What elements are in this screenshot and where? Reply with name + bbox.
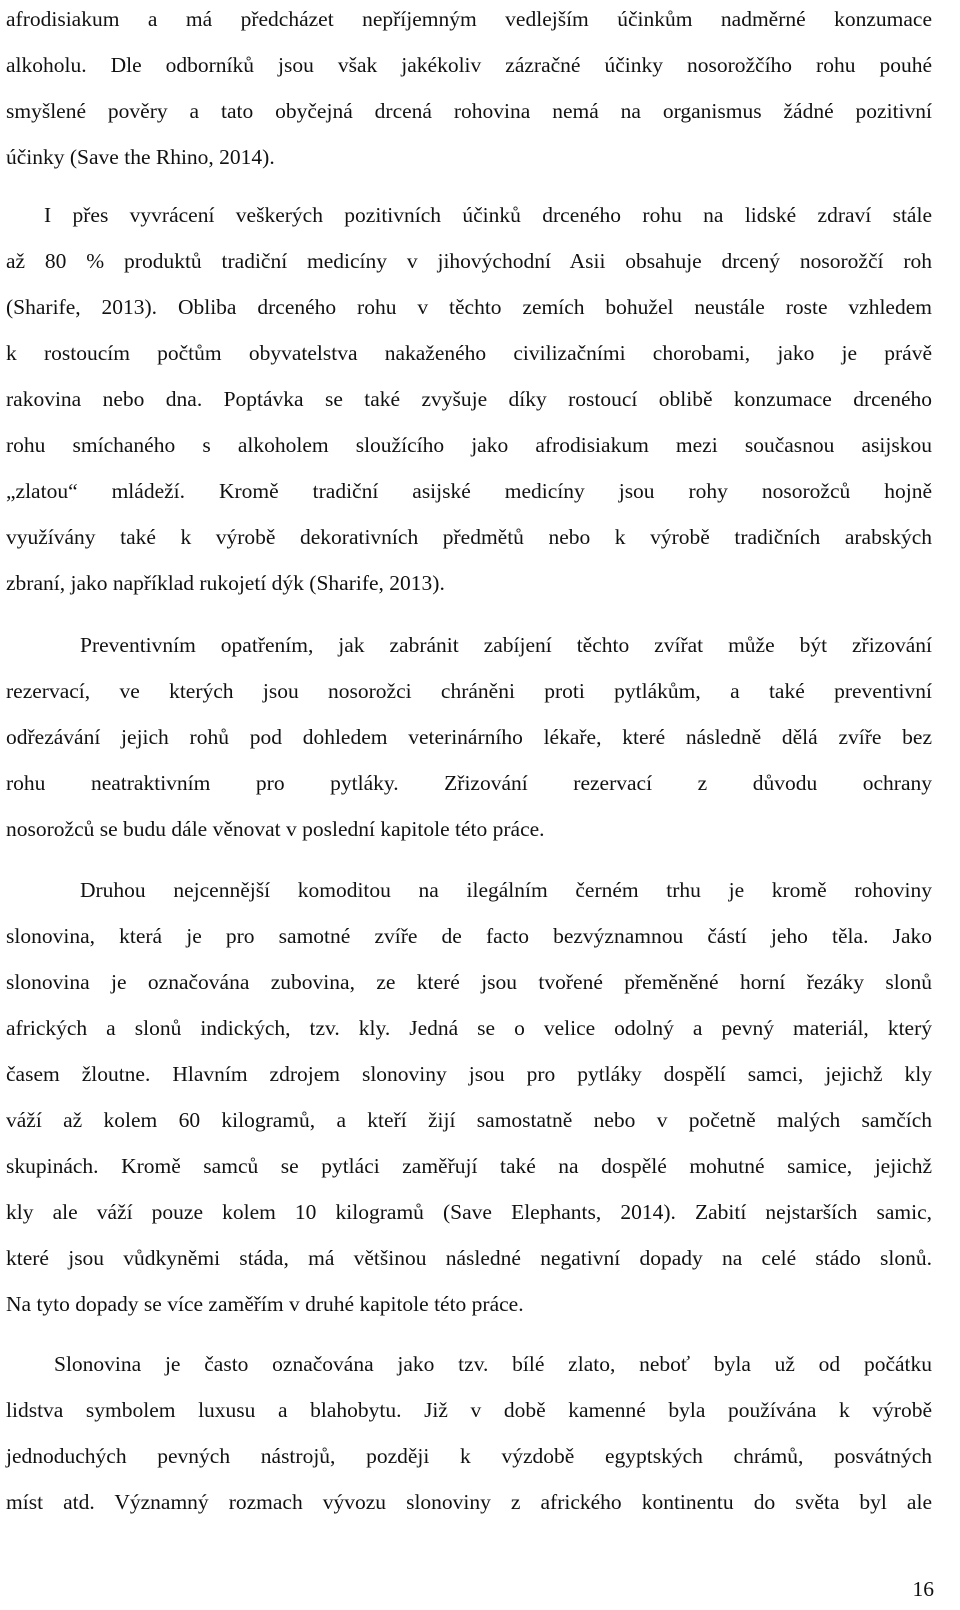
text-line: „zlatou“ mládeží. Kromě tradiční asijské medicíny jsou rohy nosorožců hojně <box>6 479 932 503</box>
text-line: Na tyto dopady se více zaměřím v druhé kapitole této práce. <box>6 1292 524 1316</box>
text-line: slonovina, která je pro samotné zvíře de facto bezvýznamnou částí jeho těla. Jako <box>6 924 932 948</box>
text-line: rezervací, ve kterých jsou nosorožci chráněni proti pytlákům, a také preventivní <box>6 679 932 703</box>
text-line: rohu neatraktivním pro pytláky. Zřizování rezervací z důvodu ochrany <box>6 771 932 795</box>
paragraph <box>6 622 932 852</box>
text-line: využívány také k výrobě dekorativních předmětů nebo k výrobě tradičních arabských <box>6 525 932 549</box>
text-line: k rostoucím počtům obyvatelstva nakaženého civilizačními chorobami, jako je právě <box>6 341 932 365</box>
paragraph <box>6 0 932 180</box>
paragraph <box>6 1341 932 1525</box>
text-line: Slonovina je často označována jako tzv. bílé zlato, neboť byla už od počátku <box>54 1352 932 1376</box>
text-line: až 80 % produktů tradiční medicíny v jihovýchodní Asii obsahuje drcený nosorožčí roh <box>6 249 932 273</box>
text-line: odřezávání jejich rohů pod dohledem veterinárního lékaře, které následně dělá zvíře bez <box>6 725 932 749</box>
text-line: váží až kolem 60 kilogramů, a kteří žijí samostatně nebo v početně malých samčích <box>6 1108 932 1132</box>
text-line: lidstva symbolem luxusu a blahobytu. Již v době kamenné byla používána k výrobě <box>6 1398 932 1422</box>
text-line: kly ale váží pouze kolem 10 kilogramů (Save Elephants, 2014). Zabití nejstarších samic, <box>6 1200 932 1224</box>
text-line: zbraní, jako například rukojetí dýk (Sharife, 2013). <box>6 571 445 595</box>
page-number: 16 <box>912 1577 934 1601</box>
text-line: Preventivním opatřením, jak zabránit zabíjení těchto zvířat může být zřizování <box>80 633 932 657</box>
text-line: (Sharife, 2013). Obliba drceného rohu v těchto zemích bohužel neustále roste vzhledem <box>6 295 932 319</box>
text-line: časem žloutne. Hlavním zdrojem slonoviny jsou pro pytláky dospělí samci, jejichž kly <box>6 1062 932 1086</box>
text-line: míst atd. Významný rozmach vývozu slonoviny z afrického kontinentu do světa byl ale <box>6 1490 932 1514</box>
text-line: alkoholu. Dle odborníků jsou však jakékoliv zázračné účinky nosorožčího rohu pouhé <box>6 53 932 77</box>
text-line: Druhou nejcennější komoditou na ilegálním černém trhu je kromě rohoviny <box>80 878 932 902</box>
text-line: účinky (Save the Rhino, 2014). <box>6 145 275 169</box>
text-line: slonovina je označována zubovina, ze které jsou tvořené přeměněné horní řezáky slonů <box>6 970 932 994</box>
text-line: rakovina nebo dna. Poptávka se také zvyšuje díky rostoucí oblibě konzumace drceného <box>6 387 932 411</box>
text-line: nosorožců se budu dále věnovat v poslední kapitole této práce. <box>6 817 545 841</box>
text-line: I přes vyvrácení veškerých pozitivních účinků drceného rohu na lidské zdraví stále <box>44 203 932 227</box>
paragraph <box>6 192 932 606</box>
text-line: afrodisiakum a má předcházet nepříjemným vedlejším účinkům nadměrné konzumace <box>6 7 932 31</box>
text-line: skupinách. Kromě samců se pytláci zaměřují také na dospělé mohutné samice, jejichž <box>6 1154 932 1178</box>
text-line: jednoduchých pevných nástrojů, později k výzdobě egyptských chrámů, posvátných <box>6 1444 932 1468</box>
text-line: afrických a slonů indických, tzv. kly. Jedná se o velice odolný a pevný materiál, který <box>6 1016 932 1040</box>
text-line: které jsou vůdkyněmi stáda, má většinou následné negativní dopady na celé stádo slonů. <box>6 1246 932 1270</box>
text-line: rohu smíchaného s alkoholem sloužícího jako afrodisiakum mezi současnou asijskou <box>6 433 932 457</box>
text-line: smyšlené pověry a tato obyčejná drcená rohovina nemá na organismus žádné pozitivní <box>6 99 932 123</box>
paragraph <box>6 867 932 1327</box>
